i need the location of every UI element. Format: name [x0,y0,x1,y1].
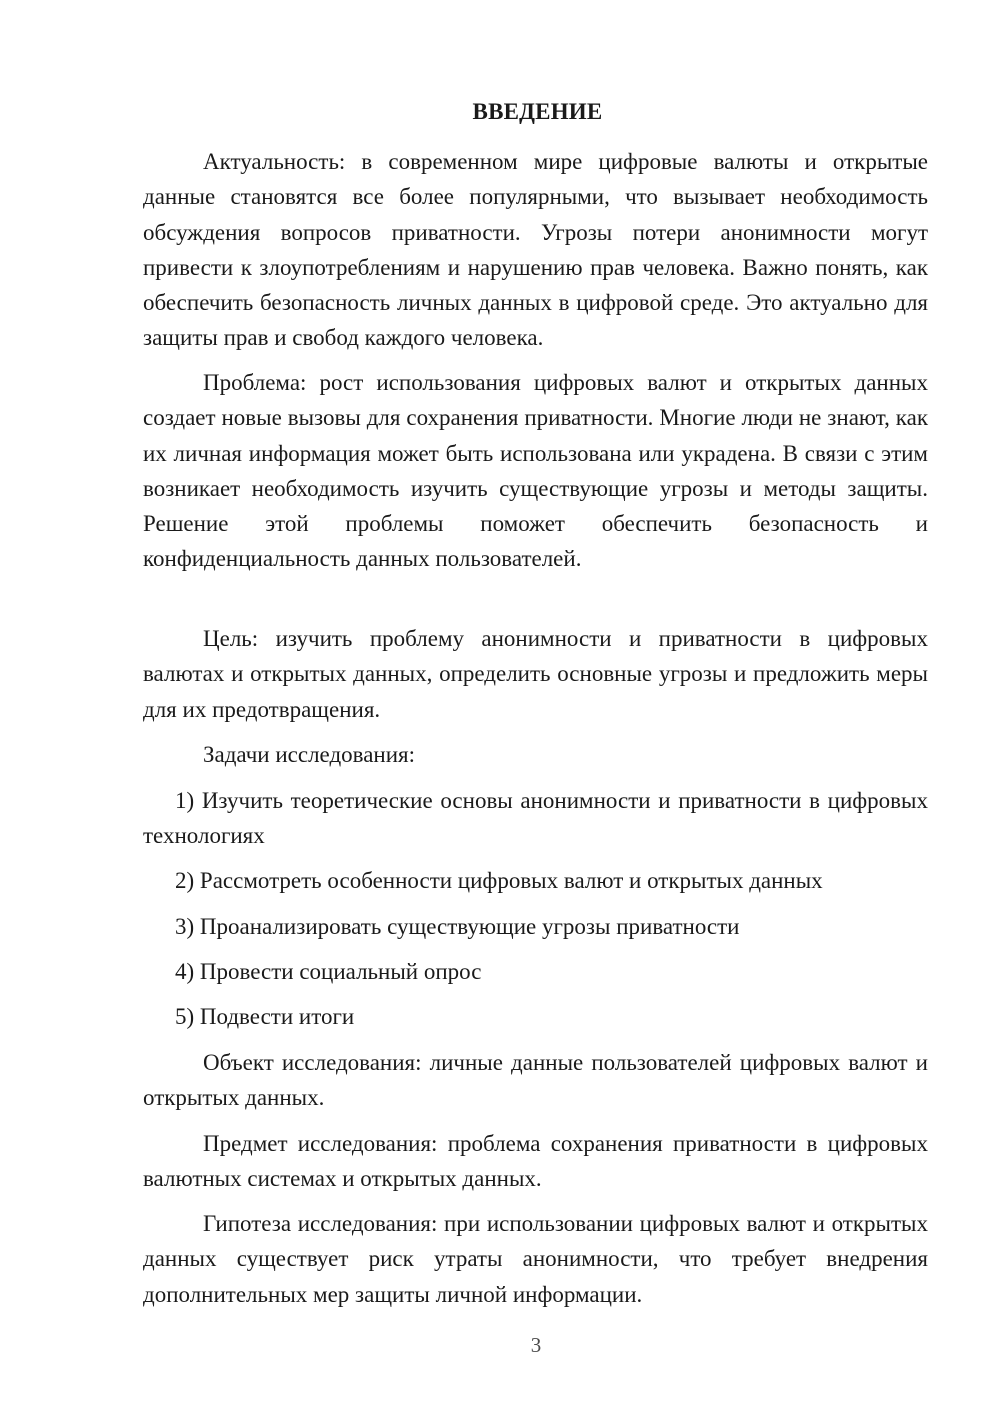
task-item-2: 2) Рассмотреть особенности цифровых валют и открытых данных [175,868,823,893]
paragraph-subject: Предмет исследования: проблема сохранения приватности в цифровых валютных системах и открытых данных. [143,1131,928,1192]
section-title: ВВЕДЕНИЕ [472,99,603,124]
paragraph-relevance: Актуальность: в современном мире цифровые валюты и открытые данные становятся все более популярными, что вызывает необходимость обсуждения вопросов приватности. Угрозы потери анонимности могут привести к злоупотреблениям и нарушению прав человека. Важно понять, как обеспечить безопасность личных данных в цифровой среде. Это актуально для защиты прав и свобод каждого человека. [143,149,928,351]
tasks-heading: Задачи исследования: [203,742,416,767]
task-item-5: 5) Подвести итоги [175,1004,355,1029]
paragraph-hypothesis: Гипотеза исследования: при использовании цифровых валют и открытых данных существует риск утраты анонимности, что требует внедрения дополнительных мер защиты личной информации. [143,1211,928,1307]
paragraph-goal: Цель: изучить проблему анонимности и приватности в цифровых валютах и открытых данных, определить основные угрозы и предложить меры для их предотвращения. [143,626,928,722]
task-item-3: 3) Проанализировать существующие угрозы приватности [175,914,740,939]
task-item-4: 4) Провести социальный опрос [175,959,482,984]
task-item-1: 1) Изучить теоретические основы анонимности и приватности в цифровых технологиях [143,788,928,849]
page-number: 3 [530,1333,542,1357]
paragraph-object: Объект исследования: личные данные пользователей цифровых валют и открытых данных. [143,1050,928,1111]
paragraph-problem: Проблема: рост использования цифровых валют и открытых данных создает новые вызовы для сохранения приватности. Многие люди не знают, как их личная информация может быть использована или украдена. В связи с этим возникает необходимость изучить существующие угрозы и методы защиты. Решение этой проблемы поможет обеспечить безопасность и конфиденциальность данных пользователей. [143,370,928,572]
